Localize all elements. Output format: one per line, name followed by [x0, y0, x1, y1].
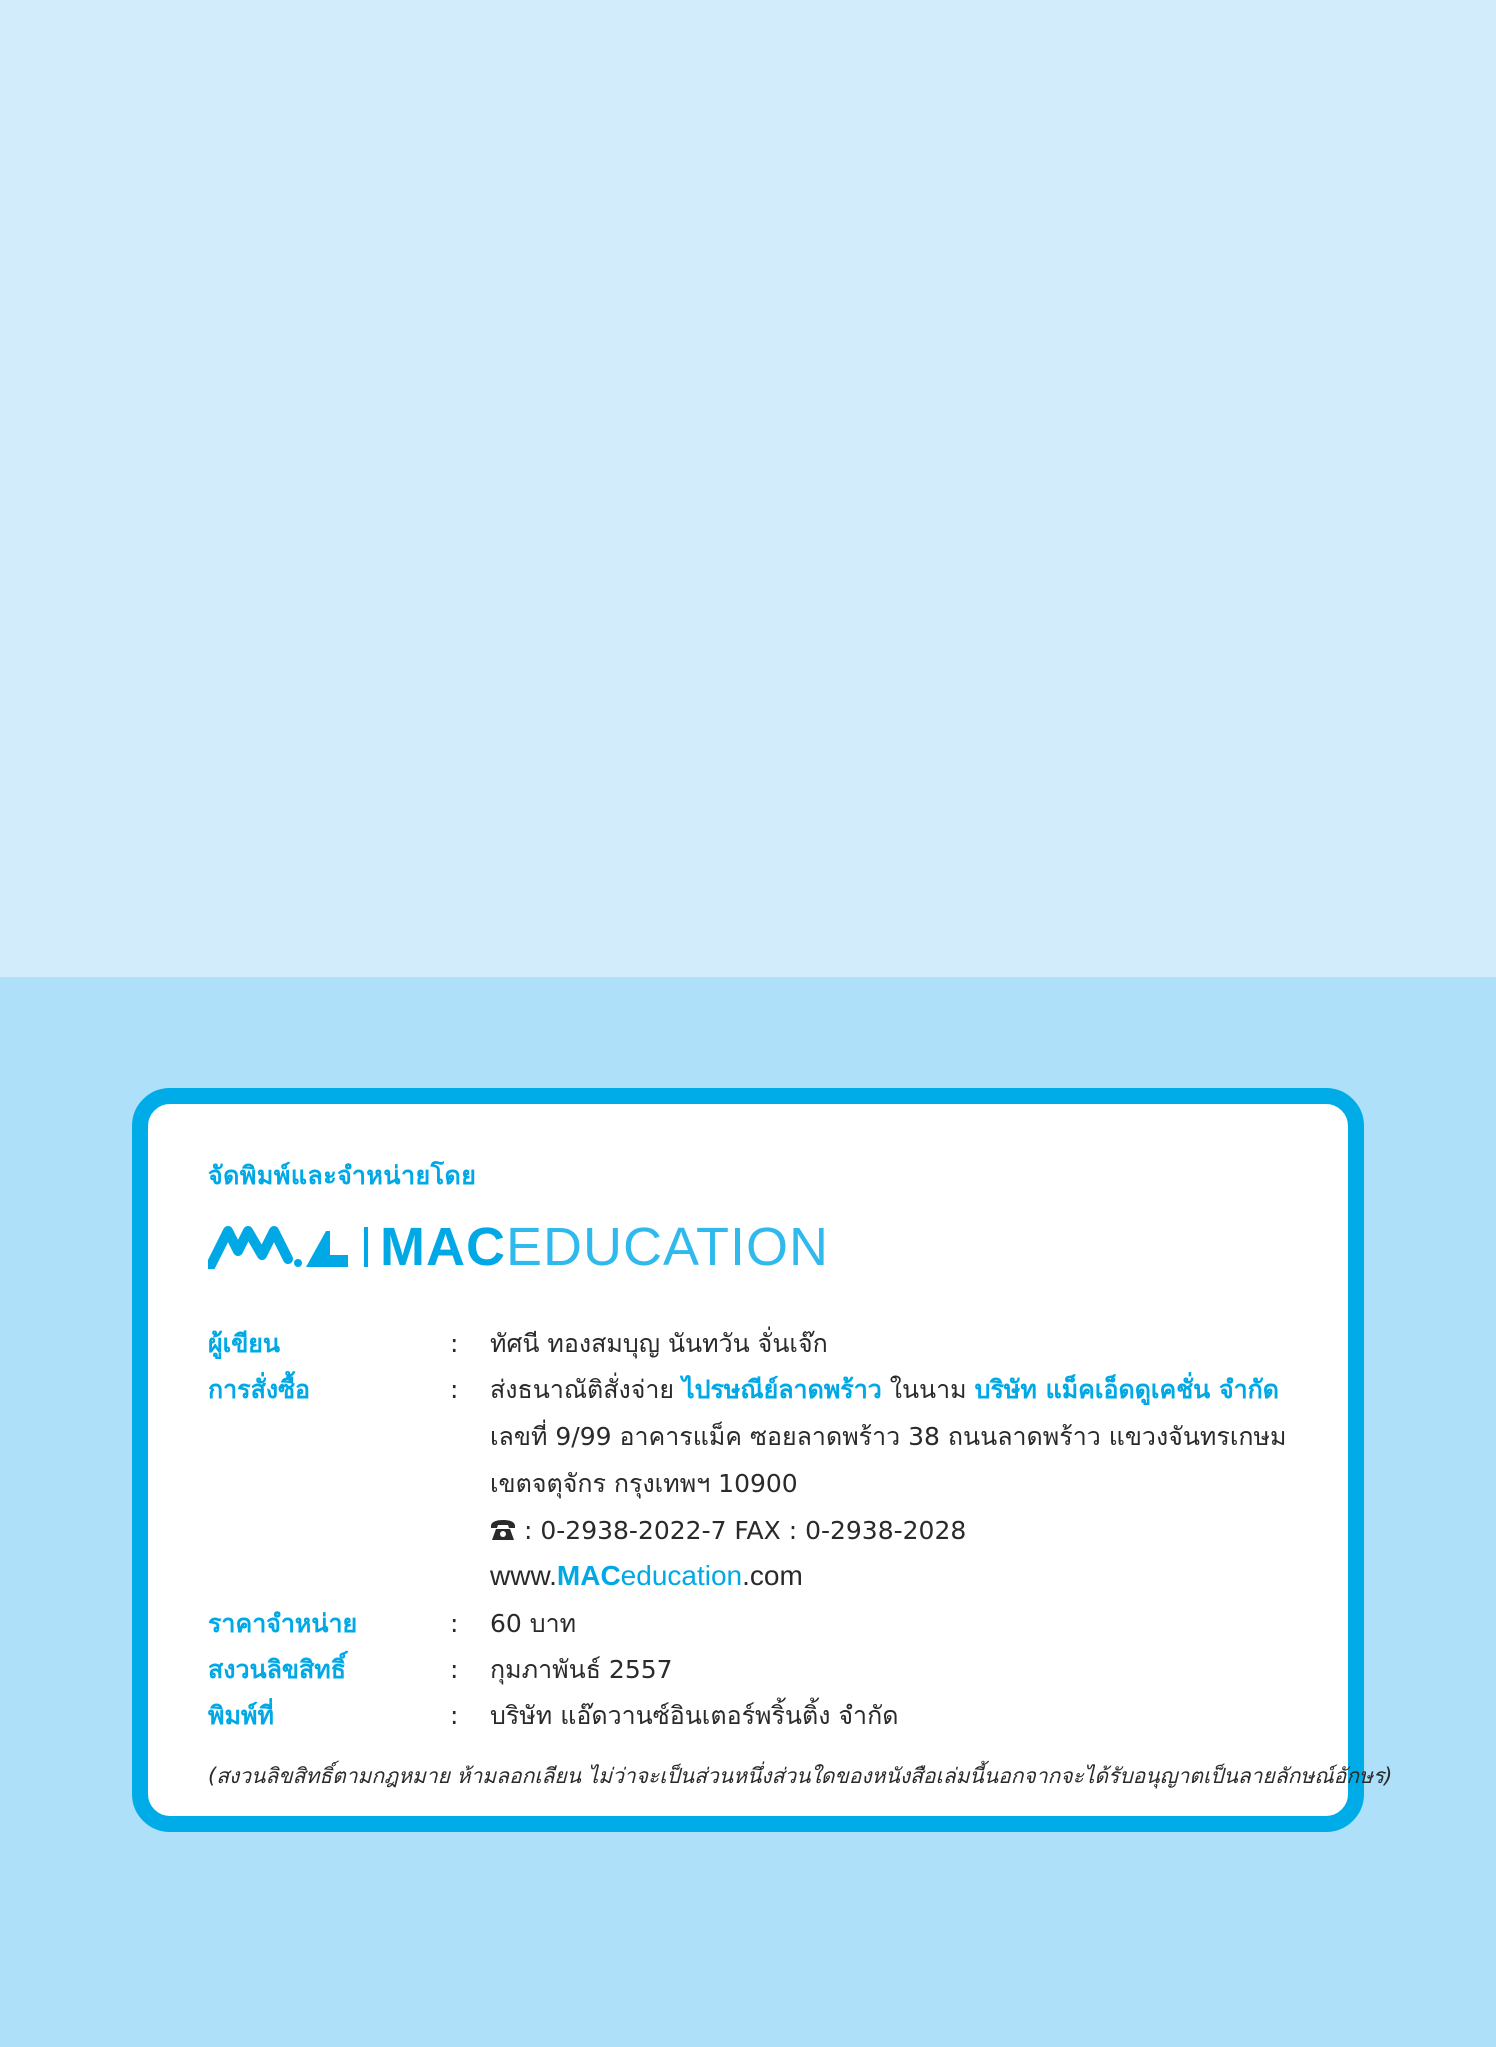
order-prefix: ส่งธนาณัติสั่งจ่าย: [490, 1375, 683, 1404]
web-suffix: .com: [742, 1560, 803, 1591]
price-row: [208, 1604, 1308, 1644]
phone-row: [208, 1511, 1308, 1551]
order-colon: :: [450, 1375, 459, 1404]
order-company: บริษัท แม็คเอ็ดดูเคชั่น จำกัด: [974, 1375, 1280, 1404]
mac-education-logo: [208, 1217, 829, 1277]
publisher-heading: จัดพิมพ์และจำหน่ายโดย: [208, 1161, 477, 1190]
order-value: [490, 1370, 1279, 1410]
phone-text: : 0-2938-2022-7 FAX : 0-2938-2028: [524, 1516, 967, 1545]
logo-text-mac: MAC: [380, 1217, 506, 1277]
copyright-row: [208, 1650, 1308, 1690]
author-colon: :: [450, 1329, 459, 1358]
author-value: ทัศนี ทองสมบุญ นันทวัน จั่นเจ๊ก: [490, 1329, 828, 1358]
logo-text-education: EDUCATION: [505, 1217, 829, 1277]
top-background-band: [0, 0, 1496, 977]
copyright-label: สงวนลิขสิทธิ์: [208, 1655, 347, 1684]
web-edu: education: [620, 1560, 743, 1591]
order-post-office: ไปรษณีย์ลาดพร้าว: [682, 1375, 882, 1404]
logo-wordmark: [380, 1217, 829, 1277]
author-label: ผู้เขียน: [208, 1329, 281, 1358]
author-row: [208, 1324, 1308, 1364]
website-row: [208, 1556, 1308, 1596]
price-label: ราคาจำหน่าย: [208, 1609, 358, 1638]
address2-value: เขตจตุจักร กรุงเทพฯ 10900: [490, 1469, 798, 1498]
copyright-value: กุมภาพันธ์ 2557: [490, 1655, 673, 1684]
price-value: 60 บาท: [490, 1609, 577, 1638]
website-link[interactable]: [490, 1556, 803, 1596]
order-row: [208, 1370, 1308, 1410]
publisher-info-card: [132, 1088, 1393, 1832]
printer-colon: :: [450, 1701, 459, 1730]
web-mac: MAC: [556, 1560, 621, 1591]
printer-row: [208, 1696, 1308, 1736]
logo-divider: [364, 1227, 368, 1267]
web-prefix: www.: [490, 1560, 557, 1591]
printer-value: บริษัท แอ๊ดวานซ์อินเตอร์พริ้นติ้ง จำกัด: [490, 1701, 899, 1730]
copyright-colon: :: [450, 1655, 459, 1684]
mac-logo-mark-icon: [208, 1225, 350, 1269]
order-mid: ในนาม: [881, 1375, 975, 1404]
order-label: การสั่งซื้อ: [208, 1375, 311, 1404]
address1-value: เลขที่ 9/99 อาคารแม็ค ซอยลาดพร้าว 38 ถนนลาดพร้าว แขวงจันทรเกษม: [490, 1422, 1287, 1451]
phone-value: [490, 1511, 966, 1551]
phone-icon: [490, 1519, 516, 1541]
price-colon: :: [450, 1609, 459, 1638]
address-line-2: [208, 1464, 1308, 1504]
printer-label: พิมพ์ที่: [208, 1701, 274, 1730]
copyright-footnote: (สงวนลิขสิทธิ์ตามกฎหมาย ห้ามลอกเลียน ไม่ว่าจะเป็นส่วนหนึ่งส่วนใดของหนังสือเล่มนี้นอกจากจะได้รับอนุญาตเป็นลายลักษณ์อักษร): [208, 1764, 1393, 1788]
address-line-1: [208, 1417, 1308, 1457]
